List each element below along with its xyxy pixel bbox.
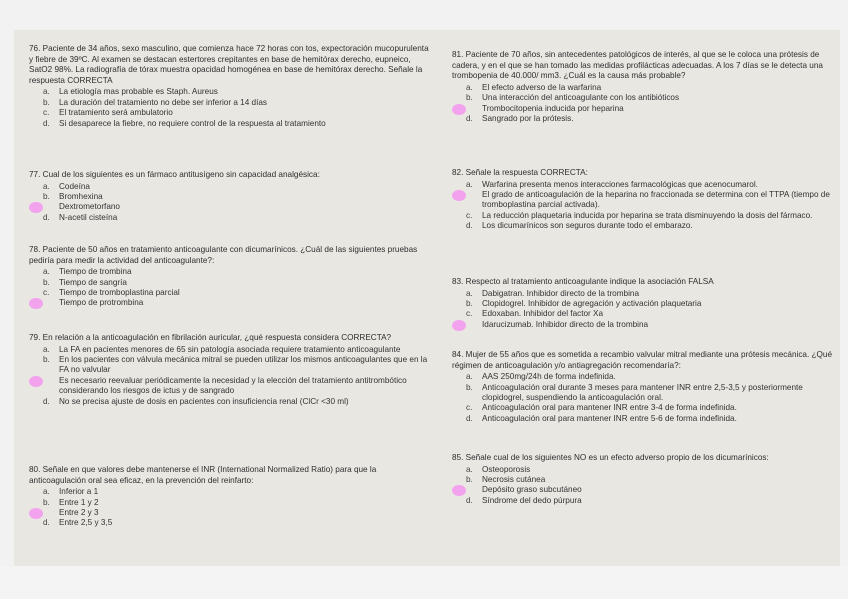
option-letter: d. <box>43 118 50 128</box>
option <box>29 213 434 223</box>
question-stem: 76. Paciente de 34 años, sexo masculino, que comienza hace 72 horas con tos, expectoración mucopurulenta y fiebre de 39ºC. Al examen se destacan estertores crepitantes en base de hemitórax derecho, eupneico, SatO2 98%. La radiografía de tórax muestra opacidad homogénea en base de hemitórax derecho. Señale la respuesta CORRECTA <box>29 44 429 85</box>
option <box>452 211 832 221</box>
question-item <box>29 465 434 529</box>
option-letter: c. <box>466 210 473 220</box>
option-text: El grado de anticoagulación de la heparina no fraccionada se determina con el TTPA (tiempo de tromboplastina parcial activada). <box>482 190 830 210</box>
option-text: Dextrometorfano <box>59 202 120 212</box>
option-list <box>29 267 434 309</box>
option-highlighted <box>29 298 434 308</box>
option <box>29 119 434 129</box>
option-letter: a. <box>466 288 473 298</box>
option-letter: d. <box>466 114 473 123</box>
option-text: Síndrome del dedo púrpura <box>482 495 582 505</box>
option-text: La FA en pacientes menores de 65 sin patología asociada requiere tratamiento anticoagulante <box>59 344 401 354</box>
option-text: Entre 1 y 2 <box>59 497 99 507</box>
option-letter: a. <box>466 464 473 474</box>
option-letter: b. <box>43 192 50 201</box>
option <box>29 278 434 288</box>
option-letter: d. <box>466 221 473 231</box>
option <box>452 414 832 424</box>
option-letter: a. <box>466 179 473 189</box>
option-text: Osteoporosis <box>482 464 531 474</box>
option-text: Los dicumarínicos son seguros durante todo el embarazo. <box>482 221 693 231</box>
question-item <box>29 170 434 223</box>
option <box>29 498 434 508</box>
option-letter: d. <box>43 518 50 528</box>
option-highlighted <box>29 202 434 212</box>
question-item <box>29 333 434 407</box>
exam-page <box>14 30 840 566</box>
option-text: Warfarina presenta menos interacciones farmacológicas que acenocumarol. <box>482 179 758 189</box>
question-item <box>452 168 832 232</box>
question-stem: 82. Señale la respuesta CORRECTA: <box>452 168 588 177</box>
option-list <box>452 289 832 331</box>
option-text: Entre 2,5 y 3,5 <box>59 518 113 528</box>
option <box>29 98 434 108</box>
option-highlighted <box>452 190 832 211</box>
option <box>452 180 832 190</box>
option <box>452 403 832 413</box>
option-letter <box>466 104 480 114</box>
option-text: Depósito graso subcutáneo <box>482 485 582 495</box>
option-text: El tratamiento será ambulatorio <box>59 108 173 118</box>
option-text: N-acetil cisteína <box>59 212 118 222</box>
option-letter: c. <box>466 403 473 413</box>
option-text: Una interacción del anticoagulante con los antibióticos <box>482 93 680 103</box>
question-stem: 85. Señale cual de los siguientes NO es un efecto adverso propio de los dicumarínicos: <box>452 453 769 462</box>
option-highlighted <box>29 376 434 397</box>
option-letter: a. <box>43 487 50 497</box>
option-letter: a. <box>43 87 50 97</box>
option <box>452 289 832 299</box>
option-list <box>29 87 434 129</box>
option <box>452 496 832 506</box>
option-letter: b. <box>43 277 50 287</box>
question-stem: 77. Cual de los siguientes es un fármaco antitusígeno sin capacidad analgésica: <box>29 170 320 179</box>
question-stem: 80. Señale en que valores debe mantenerse el INR (International Normalized Ratio) para que la anticoagulación oral sea eficaz, en la prevención del reinfarto: <box>29 465 377 485</box>
option-letter: d. <box>43 212 50 222</box>
question-item <box>452 277 832 330</box>
option-list <box>29 345 434 407</box>
option-list <box>29 487 434 529</box>
question-item <box>452 50 832 124</box>
option-highlighted <box>452 104 832 114</box>
option-text: Tiempo de tromboplastina parcial <box>59 288 180 297</box>
option <box>452 114 832 124</box>
option <box>452 221 832 231</box>
option-text: Dabigatran. Inhibidor directo de la trombina <box>482 288 640 298</box>
option-letter <box>466 320 480 330</box>
option-letter <box>43 376 57 386</box>
question-item <box>29 245 434 309</box>
option-letter <box>43 298 57 308</box>
option-text: Si desaparece la fiebre, no requiere control de la respuesta al tratamiento <box>59 118 326 128</box>
option-text: La etiología mas probable es Staph. Aureus <box>59 87 218 97</box>
option-text: Bromhexina <box>59 192 103 201</box>
question-stem: 81. Paciente de 70 años, sin antecedentes patológicos de interés, al que se le coloca una prótesis de cadera, y en el que se han tomado las medidas profilácticas adecuadas. A los 7 días se le detecta una trombopenia de 40.000/ mm3. ¿Cuál es la causa más probable? <box>452 50 823 81</box>
option-highlighted <box>29 508 434 518</box>
option <box>29 487 434 497</box>
option <box>29 267 434 277</box>
question-stem: 79. En relación a la anticoagulación en fibrilación auricular, ¿qué respuesta considera CORRECTA? <box>29 333 392 342</box>
option <box>452 299 832 309</box>
option-letter: b. <box>43 355 50 364</box>
option <box>29 355 434 376</box>
option-text: Sangrado por la prótesis. <box>482 114 574 123</box>
option <box>452 475 832 485</box>
option-text: AAS 250mg/24h de forma indefinida. <box>482 372 616 382</box>
option-letter: a. <box>466 372 473 382</box>
option-text: El efecto adverso de la warfarina <box>482 82 602 92</box>
option-text: Codeína <box>59 181 90 191</box>
option-letter <box>43 202 57 212</box>
option-text: Entre 2 y 3 <box>59 508 99 517</box>
question-item <box>452 350 832 424</box>
option <box>452 372 832 382</box>
option-list <box>29 182 434 224</box>
option-letter: c. <box>466 309 473 319</box>
option-letter: c. <box>43 108 50 118</box>
option-text: Necrosis cutánea <box>482 475 546 484</box>
option-letter: a. <box>466 82 473 92</box>
option-text: Clopidogrel. Inhibidor de agregación y activación plaquetaria <box>482 299 702 308</box>
option <box>29 345 434 355</box>
option-text: Idarucizumab. Inhibidor directo de la trombina <box>482 319 649 329</box>
option-text: Anticoagulación oral durante 3 meses para mantener INR entre 2,5-3,5 y posteriormente clopidogrel, suspendiendo la anticoagulación oral. <box>482 382 803 402</box>
option-text: Tiempo de trombina <box>59 267 132 277</box>
option <box>452 93 832 103</box>
option-text: No se precisa ajuste de dosis en pacientes con insuficiencia renal (ClCr <30 ml) <box>59 396 349 406</box>
option-text: La reducción plaquetaria inducida por heparina se trata disminuyendo la dosis del fármaco. <box>482 210 813 220</box>
option-text: La duración del tratamiento no debe ser inferior a 14 días <box>59 97 268 107</box>
option <box>452 309 832 319</box>
option-letter <box>466 190 480 200</box>
option-letter: c. <box>43 288 50 297</box>
option-list <box>452 372 832 424</box>
option-text: Tiempo de sangría <box>59 277 127 287</box>
option-highlighted <box>452 320 832 330</box>
option-letter: a. <box>43 344 50 354</box>
option-text: Edoxaban. Inhibidor del factor Xa <box>482 309 604 319</box>
option <box>29 397 434 407</box>
option-letter: d. <box>43 396 50 406</box>
question-item <box>452 453 832 506</box>
option <box>29 108 434 118</box>
option-letter: d. <box>466 495 473 505</box>
option-letter: a. <box>43 267 50 277</box>
option-text: Anticoagulación oral para mantener INR entre 3-4 de forma indefinida. <box>482 403 737 413</box>
option-text: En los pacientes con válvula mecánica mitral se pueden utilizar los mismos anticoagulantes que en la FA no valvular <box>59 355 428 375</box>
question-stem: 78. Paciente de 50 años en tratamiento anticoagulante con dicumarínicos. ¿Cuál de las siguientes pruebas pediría para medir la actividad del anticoagulante?: <box>29 245 418 265</box>
option-highlighted <box>452 485 832 495</box>
page-bottom-margin <box>0 566 848 599</box>
option-letter: b. <box>43 497 50 507</box>
question-item <box>29 44 434 129</box>
option <box>29 182 434 192</box>
option-text: Es necesario reevaluar periódicamente la necesidad y la elección del tratamiento antitrombótico considerando los riesgos de ictus y de sangrado <box>59 375 407 396</box>
option-text: Trombocitopenia inducida por heparina <box>482 103 624 113</box>
option-letter: b. <box>466 299 473 308</box>
option <box>29 518 434 528</box>
option-text: Inferior a 1 <box>59 487 99 497</box>
option-letter: a. <box>43 181 50 191</box>
option-letter: b. <box>466 93 473 103</box>
option-letter: b. <box>466 382 473 392</box>
question-stem: 83. Respecto al tratamiento anticoagulante indique la asociación FALSA <box>452 277 714 286</box>
option-list <box>452 83 832 125</box>
option-list <box>452 465 832 507</box>
option-letter: b. <box>466 475 473 484</box>
option-letter: d. <box>466 413 473 423</box>
option-text: Anticoagulación oral para mantener INR entre 5-6 de forma indefinida. <box>482 413 737 423</box>
option <box>452 465 832 475</box>
option <box>29 288 434 298</box>
option-letter <box>466 485 480 495</box>
option <box>29 87 434 97</box>
option-letter <box>43 508 57 518</box>
question-stem: 84. Mujer de 55 años que es sometida a recambio valvular mitral mediante una prótesis mecánica. ¿Qué régimen de anticoagulación y/o antiagregación recomendaría?: <box>452 350 833 370</box>
option <box>452 83 832 93</box>
option-list <box>452 180 832 232</box>
option-text: Tiempo de protrombina <box>59 298 144 308</box>
option <box>452 383 832 404</box>
option <box>29 192 434 202</box>
option-letter: b. <box>43 97 50 107</box>
